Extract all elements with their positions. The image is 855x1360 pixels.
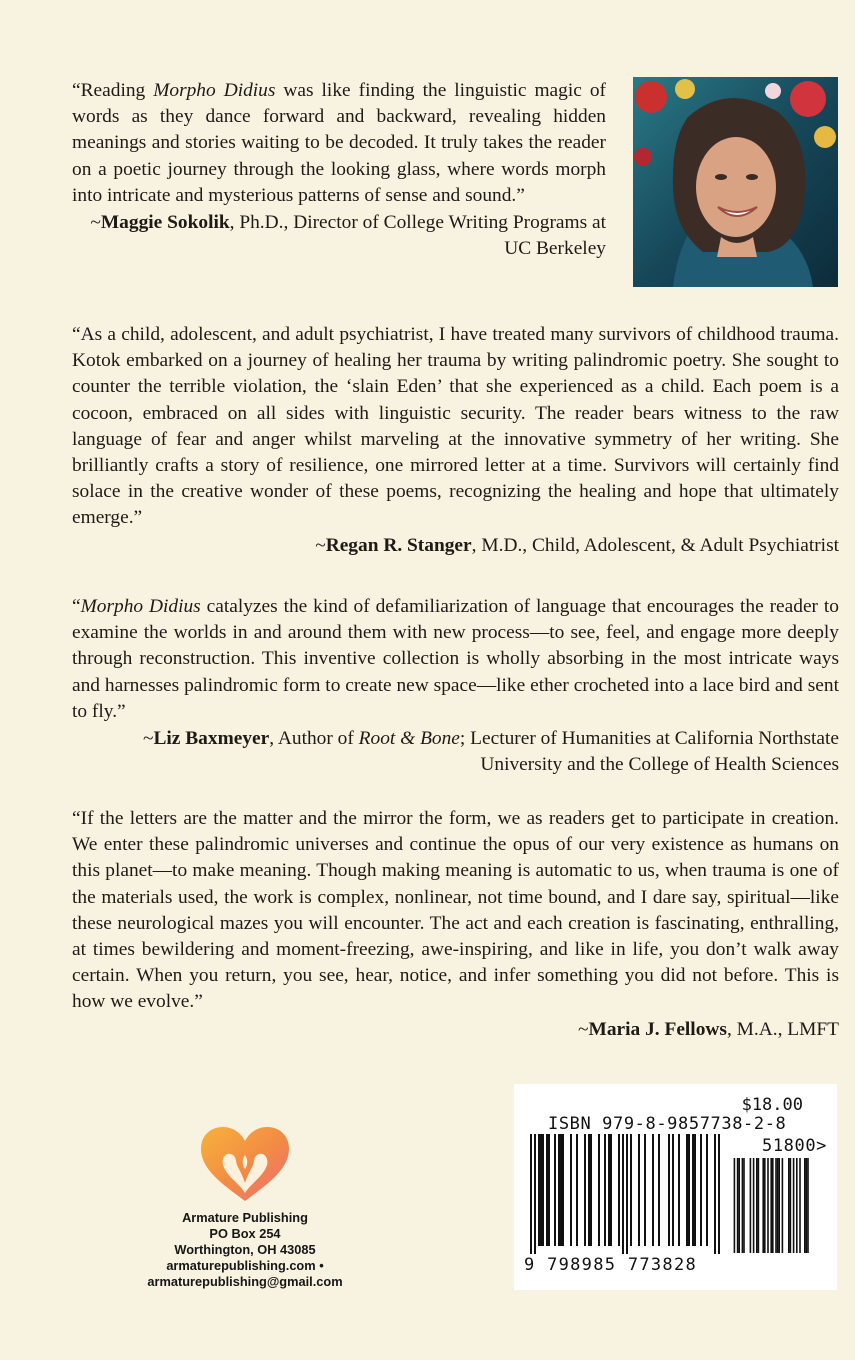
- addon-bar: [793, 1158, 795, 1253]
- isbn-barcode: [514, 1084, 837, 1290]
- price-label: $18.00: [741, 1095, 803, 1115]
- barcode-bar: [644, 1134, 646, 1246]
- ean-digits: 9 798985 773828: [524, 1255, 698, 1275]
- barcode-bar: [590, 1134, 592, 1246]
- heart-swan-logo-icon: [197, 1125, 293, 1205]
- blurb-fellows: [72, 806, 839, 1043]
- addon-bar: [734, 1158, 736, 1253]
- barcode-bar: [610, 1134, 612, 1246]
- author-photo: [633, 77, 838, 287]
- barcode-bar: [588, 1134, 590, 1246]
- addon-bar: [807, 1158, 809, 1253]
- addon-bar: [788, 1158, 790, 1253]
- author-name: Regan R. Stanger: [325, 534, 472, 556]
- author-name: Maggie Sokolik: [100, 212, 230, 234]
- barcode-bar: [560, 1134, 562, 1246]
- isbn-label: ISBN 979-8-9857738-2-8: [548, 1114, 787, 1134]
- addon-bar: [777, 1158, 779, 1253]
- blurb-quote: “As a child, adolescent, and adult psychiatrist, I have treated many survivors of childhood trauma. Kotok embarked on a journey of healing her trauma by writing palindromic poetry. She sought to counter the terrible violation, the ‘slain Eden’ that she experienced as a child. Each poem is a cocoon, embraced on all sides with linguistic security. The reader bears witness to the raw language of fear and anger whilst marveling at the innovative symmetry of her writing. She brilliantly crafts a story of resilience, one mirrored letter at a time. Survivors will certainly find solace in the creative wonder of these poems, recognizing the healing and hope that ultimately emerge.”: [72, 324, 839, 529]
- barcode-bar: [688, 1134, 690, 1246]
- barcode-bar: [678, 1134, 680, 1246]
- barcode-bar: [570, 1134, 572, 1246]
- barcode-bar: [598, 1134, 600, 1246]
- barcode-bar: [672, 1134, 674, 1246]
- addon-bar: [758, 1158, 760, 1253]
- blurb-attribution: ~Liz Baxmeyer, Author of Root & Bone; Lecturer of Humanities at California Northstate University and the College of Health Sciences: [142, 728, 839, 776]
- blurb-sokolik: [72, 78, 606, 262]
- addon-bar: [762, 1158, 764, 1253]
- addon-bar: [790, 1158, 792, 1253]
- barcode-bar: [618, 1134, 620, 1246]
- addon-bar: [764, 1158, 766, 1253]
- barcode-bar: [608, 1134, 610, 1246]
- publisher-contact: armaturepublishing.com • armaturepublishing@gmail.com: [147, 1258, 343, 1289]
- addon-bar: [782, 1158, 784, 1253]
- addon-bar: [743, 1158, 745, 1253]
- barcode-bar: [652, 1134, 654, 1246]
- addon-bar: [772, 1158, 774, 1253]
- blurb-quote: “Morpho Didius catalyzes the kind of defamiliarization of language that encourages the reader to examine the worlds in and around them with new process—to see, feel, and engage more deeply through reconstruction. This inventive collection is wholly absorbing in the most intricate ways and harnesses palindromic form to create new space—like ether crocheted into a lace bird and sent to fly.”: [72, 596, 840, 722]
- addon-bar: [750, 1158, 752, 1253]
- barcode-bar: [542, 1134, 544, 1246]
- barcode-bar: [622, 1134, 624, 1254]
- publisher-city: Worthington, OH 43085: [174, 1242, 316, 1257]
- blurb-stanger: [72, 322, 839, 559]
- addon-bar: [742, 1158, 744, 1253]
- blurb-attribution: ~Maria J. Fellows, M.A., LMFT: [578, 1018, 839, 1040]
- barcode-bar: [576, 1134, 578, 1246]
- author-name: Maria J. Fellows: [588, 1018, 727, 1040]
- barcode-bar: [604, 1134, 606, 1246]
- barcode-bar: [668, 1134, 670, 1246]
- barcode-bar: [558, 1134, 560, 1246]
- addon-digits: 51800>: [761, 1136, 827, 1156]
- barcode-bar: [538, 1134, 540, 1246]
- blurb-quote: “Reading Morpho Didius was like finding the linguistic magic of words as they dance forward and backward, revealing hidden meanings and stories waiting to be decoded. It truly takes the reader on a poetic journey through the looking glass, where words morph into intricate and mysterious patterns of sense and sound.”: [72, 80, 606, 206]
- barcode-bar: [694, 1134, 696, 1246]
- addon-bar: [804, 1158, 806, 1253]
- barcode-bar: [692, 1134, 694, 1246]
- barcode-bar: [530, 1134, 532, 1254]
- blurb-quote: “If the letters are the matter and the mirror the form, we as readers get to participate in creation. We enter these palindromic universes and continue the opus of our very existence as humans on this planet—to make meaning. Though making meaning is automatic to us, when trauma is one of the materials used, the work is complex, nonlinear, not time bound, and I dare say, spiritual—like these neurological mazes you will encounter. The act and each creation is fascinating, enthralling, at times bewildering and moment-freezing, awe-inspiring, and like in life, you don’t walk away certain. When you return, you see, hear, notice, and infer something you did not before. This is how we evolve.”: [72, 808, 839, 1013]
- barcode-bar: [658, 1134, 660, 1246]
- publisher-info: [80, 1125, 410, 1290]
- addon-bar: [770, 1158, 772, 1253]
- barcode-bar: [546, 1134, 548, 1246]
- barcode-bar: [540, 1134, 542, 1246]
- addon-bar: [778, 1158, 780, 1253]
- addon-bar: [767, 1158, 769, 1253]
- publisher-name: Armature Publishing: [182, 1210, 308, 1225]
- publisher-po-box: PO Box 254: [209, 1226, 281, 1241]
- blurb-baxmeyer: [72, 594, 839, 778]
- author-name: Liz Baxmeyer: [153, 728, 270, 750]
- addon-bar: [775, 1158, 777, 1253]
- addon-bar: [753, 1158, 755, 1253]
- addon-bar: [806, 1158, 808, 1253]
- addon-bar: [756, 1158, 758, 1253]
- barcode-bar: [562, 1134, 564, 1246]
- addon-bar: [796, 1158, 798, 1253]
- barcode-bar: [686, 1134, 688, 1246]
- addon-bar: [738, 1158, 740, 1253]
- barcode-bar: [706, 1134, 708, 1246]
- barcode-bar: [638, 1134, 640, 1246]
- blurb-attribution: ~Maggie Sokolik, Ph.D., Director of College Writing Programs at UC Berkeley: [90, 212, 606, 260]
- addon-bars: [732, 1158, 812, 1258]
- addon-bar: [799, 1158, 801, 1253]
- barcode-bar: [714, 1134, 716, 1254]
- barcode-bar: [700, 1134, 702, 1246]
- barcode-bar: [534, 1134, 536, 1254]
- addon-bar: [737, 1158, 739, 1253]
- barcode-bar: [554, 1134, 556, 1246]
- barcode-bar: [584, 1134, 586, 1246]
- barcode-bar: [718, 1134, 720, 1254]
- barcode-bar: [548, 1134, 550, 1246]
- blurb-attribution: ~Regan R. Stanger, M.D., Child, Adolescent, & Adult Psychiatrist: [315, 534, 839, 556]
- barcode-bar: [630, 1134, 632, 1246]
- barcode-bar: [626, 1134, 628, 1254]
- ean13-bars: [530, 1134, 726, 1254]
